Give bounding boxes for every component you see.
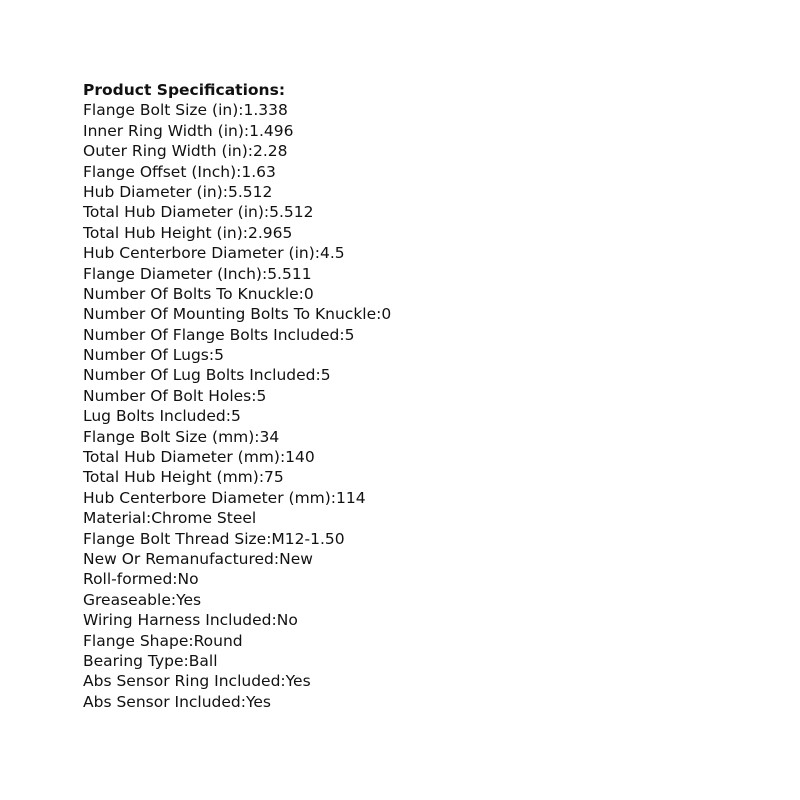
product-specifications <box>83 80 783 712</box>
spec-row: Total Hub Height (mm):75 <box>83 468 284 487</box>
spec-row: Number Of Lugs:5 <box>83 346 224 365</box>
spec-row: Outer Ring Width (in):2.28 <box>83 142 288 161</box>
specifications-heading: Product Specifications: <box>83 81 286 99</box>
spec-row: Flange Bolt Thread Size:M12-1.50 <box>83 529 345 548</box>
spec-row: Number Of Flange Bolts Included:5 <box>83 325 355 344</box>
spec-row: Abs Sensor Ring Included:Yes <box>83 672 311 691</box>
spec-row: Number Of Bolts To Knuckle:0 <box>83 284 314 303</box>
spec-row: Material:Chrome Steel <box>83 509 257 528</box>
spec-row: Inner Ring Width (in):1.496 <box>83 121 294 140</box>
spec-row: Flange Bolt Size (mm):34 <box>83 427 280 446</box>
spec-row: Greaseable:Yes <box>83 590 202 609</box>
spec-row: Hub Diameter (in):5.512 <box>83 182 273 201</box>
spec-row: Hub Centerbore Diameter (mm):114 <box>83 488 366 507</box>
spec-row: Flange Offset (Inch):1.63 <box>83 162 276 181</box>
spec-row: Number Of Mounting Bolts To Knuckle:0 <box>83 305 392 324</box>
spec-row: Total Hub Diameter (mm):140 <box>83 448 315 467</box>
spec-row: Flange Bolt Size (in):1.338 <box>83 101 288 120</box>
spec-row: Total Hub Height (in):2.965 <box>83 223 293 242</box>
spec-row: New Or Remanufactured:New <box>83 549 313 568</box>
spec-row: Hub Centerbore Diameter (in):4.5 <box>83 244 345 263</box>
spec-row: Flange Shape:Round <box>83 631 243 650</box>
spec-row: Roll-formed:No <box>83 570 199 589</box>
spec-row: Wiring Harness Included:No <box>83 611 298 630</box>
spec-row: Number Of Lug Bolts Included:5 <box>83 366 331 385</box>
spec-row: Number Of Bolt Holes:5 <box>83 386 267 405</box>
spec-row: Total Hub Diameter (in):5.512 <box>83 203 314 222</box>
spec-row: Flange Diameter (Inch):5.511 <box>83 264 312 283</box>
spec-row: Lug Bolts Included:5 <box>83 407 241 426</box>
spec-list <box>83 100 783 712</box>
spec-row: Bearing Type:Ball <box>83 651 218 670</box>
spec-row: Abs Sensor Included:Yes <box>83 692 272 711</box>
